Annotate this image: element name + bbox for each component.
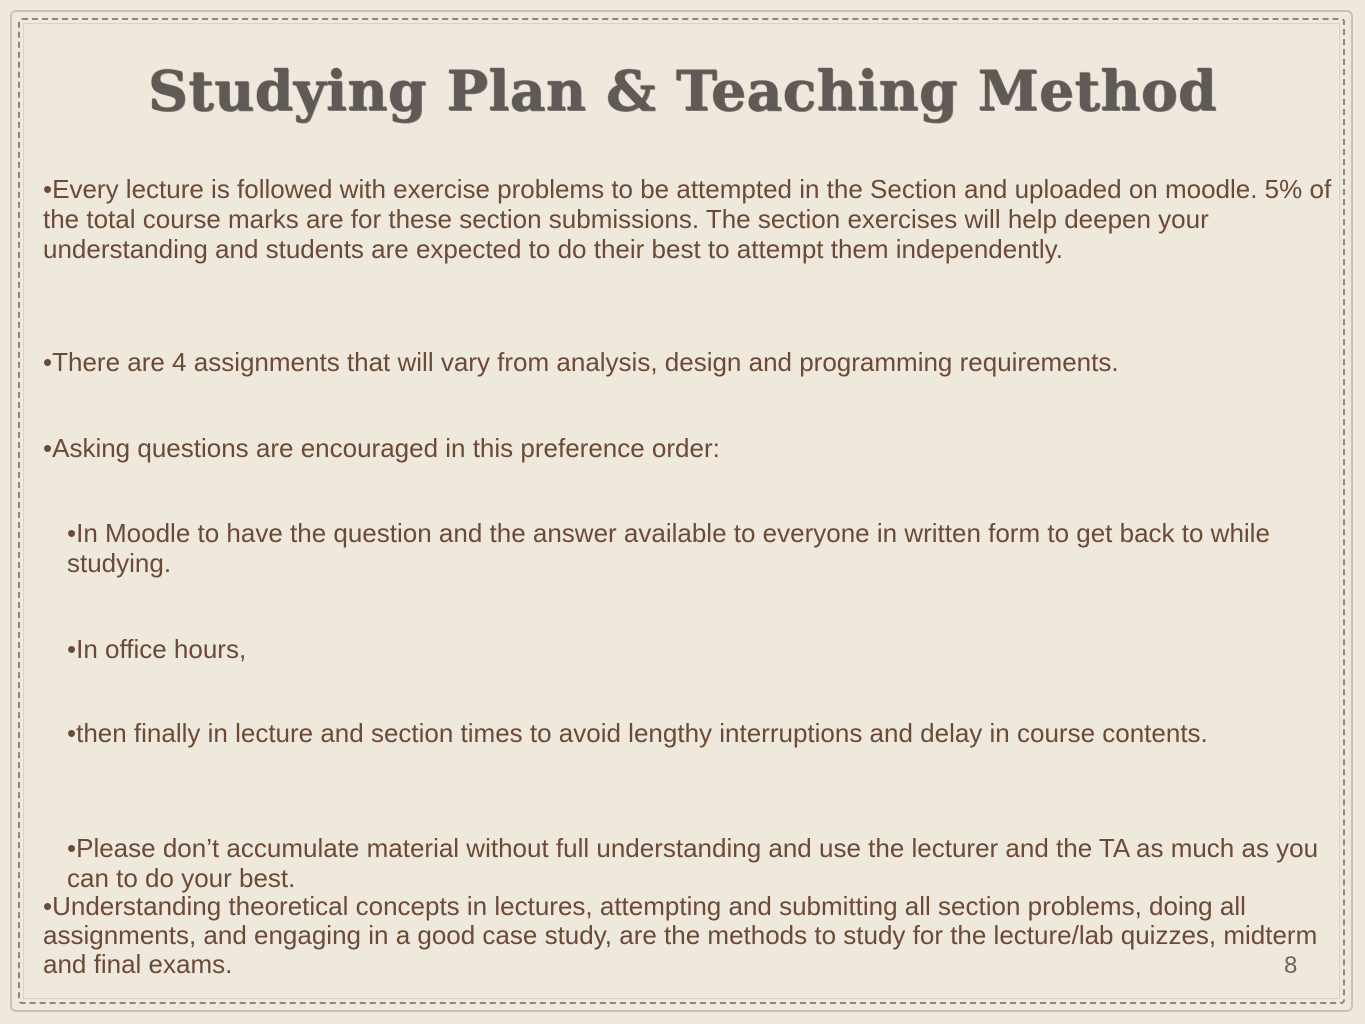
sub-bullet-lecture-section-times: •then finally in lecture and section times to avoid lengthy interruptions and delay in course contents.: [67, 718, 1208, 748]
bullet-study-methods: •Understanding theoretical concepts in lectures, attempting and submitting all section problems, doing all assignments, and engaging in a good case study, are the methods to study for the lecture/lab quizzes, midterm and final exams.: [43, 891, 1318, 979]
sub-bullet-moodle: •In Moodle to have the question and the answer available to everyone in written form to get back to while studying.: [67, 518, 1270, 578]
sub-bullet-office-hours: •In office hours,: [67, 634, 247, 664]
page-number: 8: [1284, 952, 1298, 979]
bullet-exercise-problems: •Every lecture is followed with exercise problems to be attempted in the Section and uploaded on moodle. 5% of the total course marks are for these section submissions. The section exercises will help deepen your understanding and students are expected to do their best to attempt them independently.: [43, 174, 1332, 264]
bullet-assignments: •There are 4 assignments that will vary from analysis, design and programming requirements.: [43, 347, 1119, 377]
sub-bullet-dont-accumulate: •Please don’t accumulate material without full understanding and use the lecturer and the TA as much as you can to do your best.: [67, 833, 1319, 893]
bullet-asking-questions: •Asking questions are encouraged in this preference order:: [43, 433, 720, 463]
slide-title: Studying Plan & Teaching Method: [148, 58, 1217, 123]
